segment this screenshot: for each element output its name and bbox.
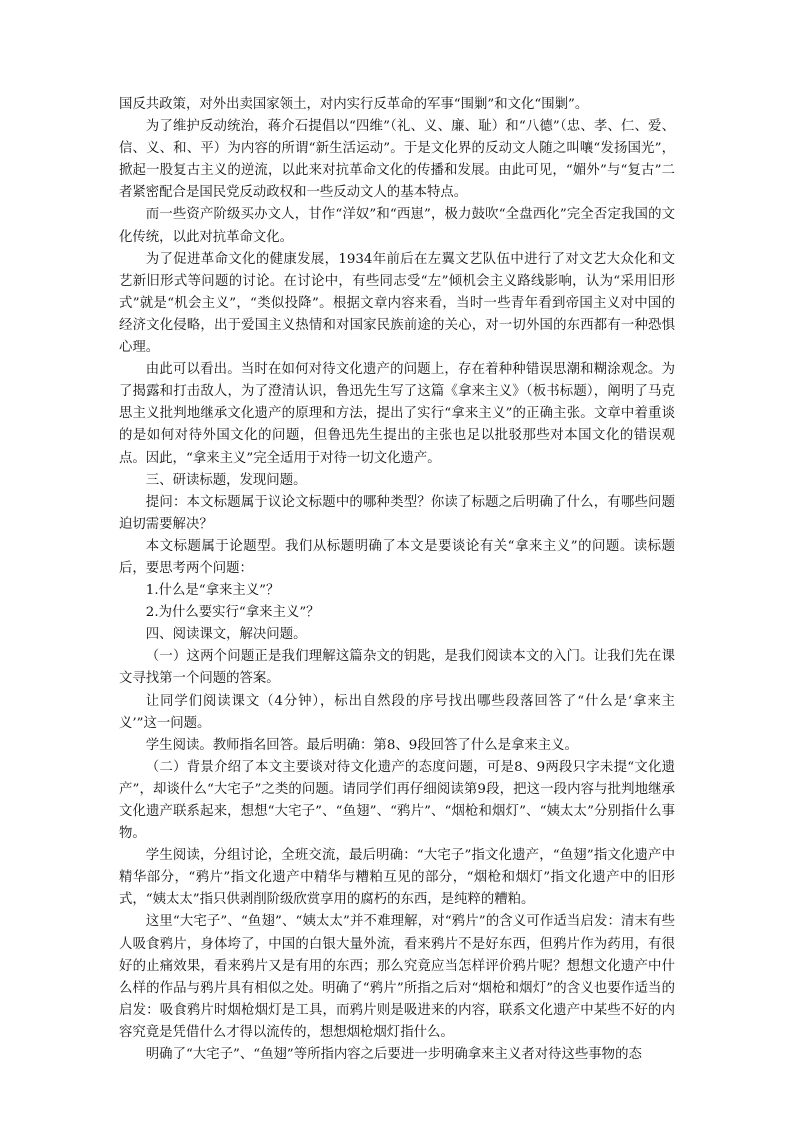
document-page xyxy=(119,94,675,1066)
paragraph: 提问：本文标题属于议论文标题中的哪种类型？你读了标题之后明确了什么，有哪些问题迫切需要解决？ xyxy=(119,494,675,532)
paragraph: 学生阅读，分组讨论，全班交流，最后明确：“大宅子”指文化遗产，“鱼翅”指文化遗产中精华部分，“鸦片”指文化遗产中精华与糟粕互见的部分，“烟枪和烟灯”指文化遗产中的旧形式，“姨太太”指只供剥削阶级欣赏享用的腐朽的东西，是纯粹的糟粕。 xyxy=(119,848,675,908)
paragraph: 国反共政策，对外出卖国家领土，对内实行反革命的军事“围剿”和文化“围剿”。 xyxy=(119,97,589,112)
paragraph: （一）这两个问题正是我们理解这篇杂文的钥匙，是我们阅读本文的入门。让我们先在课文寻找第一个问题的答案。 xyxy=(119,649,675,687)
paragraph: 而一些资产阶级买办文人，甘作“洋奴”和“西崽”，极力鼓吹“全盘西化”完全否定我国的文化传统，以此对抗革命文化。 xyxy=(119,207,675,245)
paragraph: 由此可以看出。当时在如何对待文化遗产的问题上，存在着种种错误思潮和糊涂观念。为了揭露和打击敌人，为了澄清认识，鲁迅先生写了这篇《拿来主义》（板书标题），阐明了马克思主义批判地继承文化遗产的原理和方法，提出了实行“拿来主义”的正确主张。文章中着重谈的是如何对待外国文化的问题，但鲁迅先生提出的主张也足以批驳那些对本国文化的错误观点。因此，“拿来主义”完全适用于对待一切文化遗产。 xyxy=(119,362,675,466)
paragraph: （二）背景介绍了本文主要谈对待文化遗产的态度问题，可是8、9两段只字未提“文化遗产”，却谈什么“大宅子”之类的问题。请同学们再仔细阅读第9段，把这一段内容与批判地继承文化遗产联系起来，想想“大宅子”、“鱼翅”、“鸦片”、“烟枪和烟灯”、“姨太太”分别指什么事物。 xyxy=(119,759,675,842)
paragraph: 为了促进革命文化的健康发展，1934年前后在左翼文艺队伍中进行了对文艺大众化和文艺新旧形式等问题的讨论。在讨论中，有些同志受“左”倾机会主义路线影响，认为“采用旧形式”就是“机会主义”，“类似投降”。根据文章内容来看，当时一些青年看到帝国主义对中国的经济文化侵略，出于爱国主义热情和对国家民族前途的关心，对一切外国的东西都有一种恐惧心理。 xyxy=(119,251,675,356)
paragraph: 这里“大宅子”、“鱼翅”、“姨太太”并不难理解，对“鸦片”的含义可作适当启发：清末有些人吸食鸦片，身体垮了，中国的白银大量外流，看来鸦片不是好东西，但鸦片作为药用，有很好的止痛效果，看来鸦片又是有用的东西；那么究竟应当怎样评价鸦片呢？想想文化遗产中什么样的作品与鸦片具有相似之处。明确了“鸦片”所指之后对“烟枪和烟灯”的含义也要作适当的启发：吸食鸦片时烟枪烟灯是工具，而鸦片则是吸进来的内容，联系文化遗产中某些不好的内容究竟是凭借什么才得以流传的，想想烟枪烟灯指什么。 xyxy=(119,914,675,1040)
paragraph: 本文标题属于论题型。我们从标题明确了本文是要谈论有关“拿来主义”的问题。读标题后，要思考两个问题： xyxy=(119,538,675,576)
list-item: 2.为什么要实行“拿来主义”？ xyxy=(145,605,320,621)
paragraph: 学生阅读。教师指名回答。最后明确：第8、9段回答了什么是拿来主义。 xyxy=(145,737,578,753)
paragraph: 为了维护反动统治，蒋介石提倡以“四维”（礼、义、廉、耻）和“八德”（忠、孝、仁、爱、信、义、和、平）为内容的所谓“新生活运动”。于是文化界的反动文人随之叫嚷“发扬国光”，掀起一股复古主义的逆流，以此来对抗革命文化的传播和发展。由此可见，“媚外”与“复古”二者紧密配合是国民党反动政权和一些反动文人的基本特点。 xyxy=(119,119,675,201)
paragraph: 让同学们阅读课文（4分钟），标出自然段的序号找出哪些段落回答了“什么是‘拿来主义’”这一问题。 xyxy=(119,693,675,731)
paragraph: 明确了“大宅子”、“鱼翅”等所指内容之后要进一步明确拿来主义者对待这些事物的态 xyxy=(145,1047,642,1063)
list-item: 1.什么是“拿来主义”？ xyxy=(145,583,280,599)
section-heading: 三、研读标题，发现问题。 xyxy=(145,472,307,488)
section-heading: 四、阅读课文，解决问题。 xyxy=(145,627,307,643)
